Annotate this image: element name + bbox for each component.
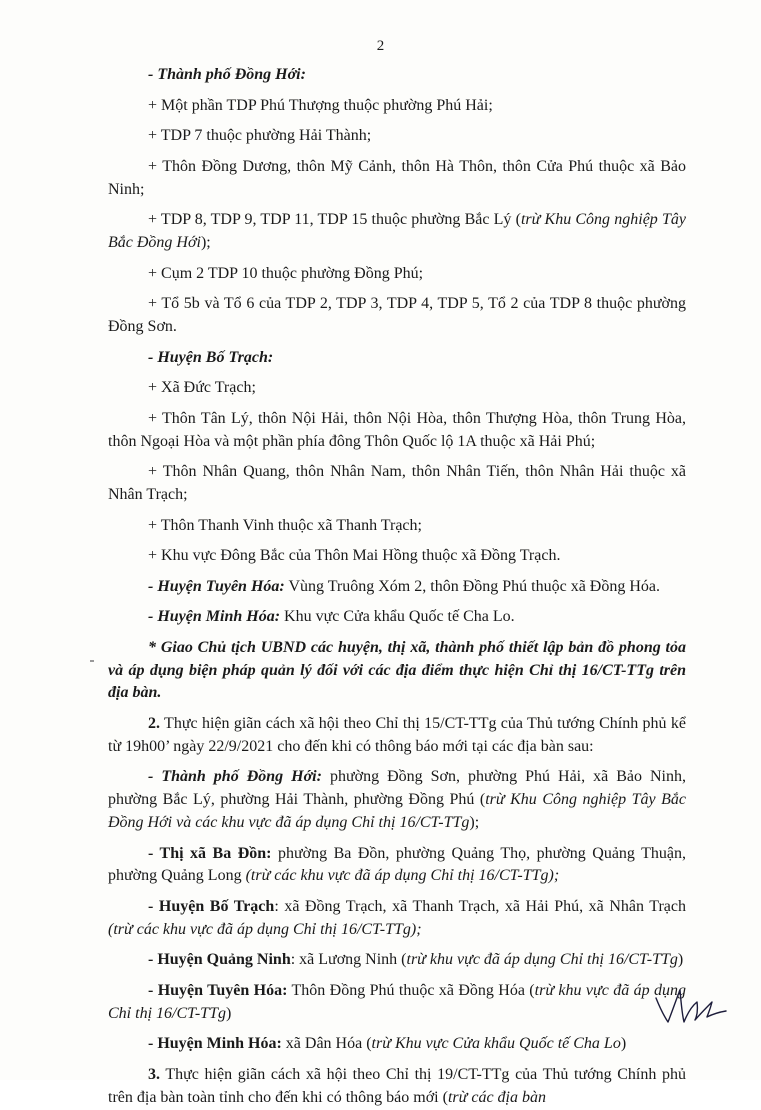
list-item: + Xã Đức Trạch; <box>148 379 256 397</box>
heading-dong-hoi: - Thành phố Đồng Hới: <box>148 66 306 83</box>
bold-run: - Huyện Bố Trạch <box>148 898 275 916</box>
italic-run: (trừ các khu vực đã áp dụng Chỉ thị 16/CT-TTg); <box>108 920 422 938</box>
text-run: phường Ba Đồn, phường Quảng Thọ, phường Quảng Thuận, phường Quảng Long <box>108 844 687 885</box>
italic-run: (trừ các khu vực đã áp dụng Chỉ thị 16/CT-TTg); <box>245 867 560 885</box>
list-item: + Tổ 5b và Tổ 6 của TDP 2, TDP 3, TDP 4, TDP 5, Tổ 2 của TDP 8 thuộc phường Đồng Sơn. <box>108 295 686 335</box>
margin-mark <box>90 660 94 662</box>
bold-run: - Huyện Minh Hóa: <box>148 1035 282 1053</box>
bold-run: - Huyện Tuyên Hóa: <box>148 982 288 1000</box>
bold-run: - Thị xã Ba Đồn: <box>148 844 272 862</box>
text-run: : xã Đồng Trạch, xã Thanh Trạch, xã Hải Phú, xã Nhân Trạch <box>274 898 686 916</box>
heading-bo-trach: - Huyện Bố Trạch: <box>148 348 274 366</box>
italic-run: trừ Khu Công nghiệp Tây Bắc Đồng Hới và các khu vực đã áp dụng Chỉ thị 16/CT-TTg <box>108 791 686 832</box>
list-item: + Khu vực Đông Bắc của Thôn Mai Hồng thuộc xã Đồng Trạch. <box>148 547 561 565</box>
bo-trach-areas <box>108 896 686 942</box>
text-run: Thôn Đồng Phú thuộc xã Đồng Hóa ( <box>287 982 535 1000</box>
text-run: Thực hiện giãn cách xã hội theo Chỉ thị 15/CT-TTg của Thủ tướng Chính phủ kể từ 19h00’ ngày 22/9/2021 cho đến khi có thông báo mới tại các địa bàn sau: <box>108 715 686 755</box>
directive-note: * Giao Chủ tịch UBND các huyện, thị xã, thành phố thiết lập bản đồ phong tỏa và áp dụng biện pháp quản lý đối với các địa điểm thực hiện Chỉ thị 16/CT-TTg trên địa bàn. <box>108 638 686 702</box>
text-run: phường Đồng Sơn, phường Phú Hải, xã Bảo Ninh, phường Bắc Lý, phường Hải Thành, phường Đồng Phú ( <box>108 768 686 809</box>
list-item: + Thôn Đồng Dương, thôn Mỹ Cảnh, thôn Hà Thôn, thôn Cửa Phú thuộc xã Bảo Ninh; <box>108 157 686 198</box>
italic-run: trừ khu vực đã áp dụng Chỉ thị 16/CT-TTg <box>406 951 678 969</box>
italic-run: trừ khu vực đã áp dụng Chỉ thị 16/CT-TTg <box>108 982 686 1022</box>
text-run: ) <box>620 1035 627 1053</box>
text-run: Vùng Truông Xóm 2, thôn Đồng Phú thuộc xã Đồng Hóa. <box>284 577 661 595</box>
section-3-paragraph <box>108 1064 686 1110</box>
text-run: + TDP 8, TDP 9, TDP 11, TDP 15 thuộc phường Bắc Lý ( <box>148 211 521 229</box>
text-run: xã Dân Hóa ( <box>281 1035 372 1053</box>
bold-italic-run: - Thành phố Đồng Hới: <box>148 768 322 786</box>
list-item: + TDP 7 thuộc phường Hải Thành; <box>148 127 372 145</box>
initials-signature <box>650 982 730 1032</box>
minh-hoa-line <box>108 606 686 629</box>
text-run: Thực hiện giãn cách xã hội theo Chỉ thị 19/CT-TTg của Thủ tướng Chính phủ trên địa bàn toàn tỉnh cho đến khi có thông báo mới ( <box>108 1066 686 1106</box>
text-run: ) <box>225 1004 232 1022</box>
list-item: + Thôn Tân Lý, thôn Nội Hải, thôn Nội Hòa, thôn Thượng Hòa, thôn Trung Hòa, thôn Ngoại Hòa và một phần phía đông Thôn Quốc lộ 1A thuộc xã Hải Phú; <box>108 409 686 450</box>
tuyen-hoa-areas <box>108 980 686 1026</box>
quang-ninh-areas <box>108 949 686 972</box>
text-run: ) <box>677 951 684 969</box>
italic-run: trừ các địa bàn <box>447 1088 546 1106</box>
italic-run: trừ Khu vực Cửa khẩu Quốc tế Cha Lo <box>371 1035 621 1053</box>
list-item: + Một phần TDP Phú Thượng thuộc phường Phú Hải; <box>148 96 493 114</box>
section-number: 2. <box>148 715 160 733</box>
list-item: + Thôn Thanh Vinh thuộc xã Thanh Trạch; <box>148 516 422 534</box>
bold-italic-run: - Huyện Tuyên Hóa: <box>148 577 285 595</box>
list-item: + Cụm 2 TDP 10 thuộc phường Đồng Phú; <box>148 264 424 282</box>
list-item: + Thôn Nhân Quang, thôn Nhân Nam, thôn Nhân Tiến, thôn Nhân Hải thuộc xã Nhân Trạch; <box>108 463 686 503</box>
italic-run: trừ Khu Công nghiệp Tây Bắc Đồng Hới <box>108 211 686 251</box>
list-item <box>108 209 686 255</box>
page-number: 2 <box>376 38 385 54</box>
text-run: ); <box>469 814 480 832</box>
bold-run: - Huyện Quảng Ninh <box>148 951 291 969</box>
bold-italic-run: - Huyện Minh Hóa: <box>148 608 281 626</box>
text-run: : xã Lương Ninh ( <box>290 951 407 969</box>
text-run: ); <box>200 233 211 251</box>
dong-hoi-areas <box>108 766 686 834</box>
section-number: 3. <box>148 1066 160 1084</box>
ba-don-areas <box>108 843 686 889</box>
section-2-paragraph <box>108 713 686 759</box>
text-run: Khu vực Cửa khẩu Quốc tế Cha Lo. <box>280 608 515 626</box>
document-body <box>108 64 686 1110</box>
tuyen-hoa-line <box>108 576 686 599</box>
minh-hoa-areas <box>108 1033 686 1056</box>
